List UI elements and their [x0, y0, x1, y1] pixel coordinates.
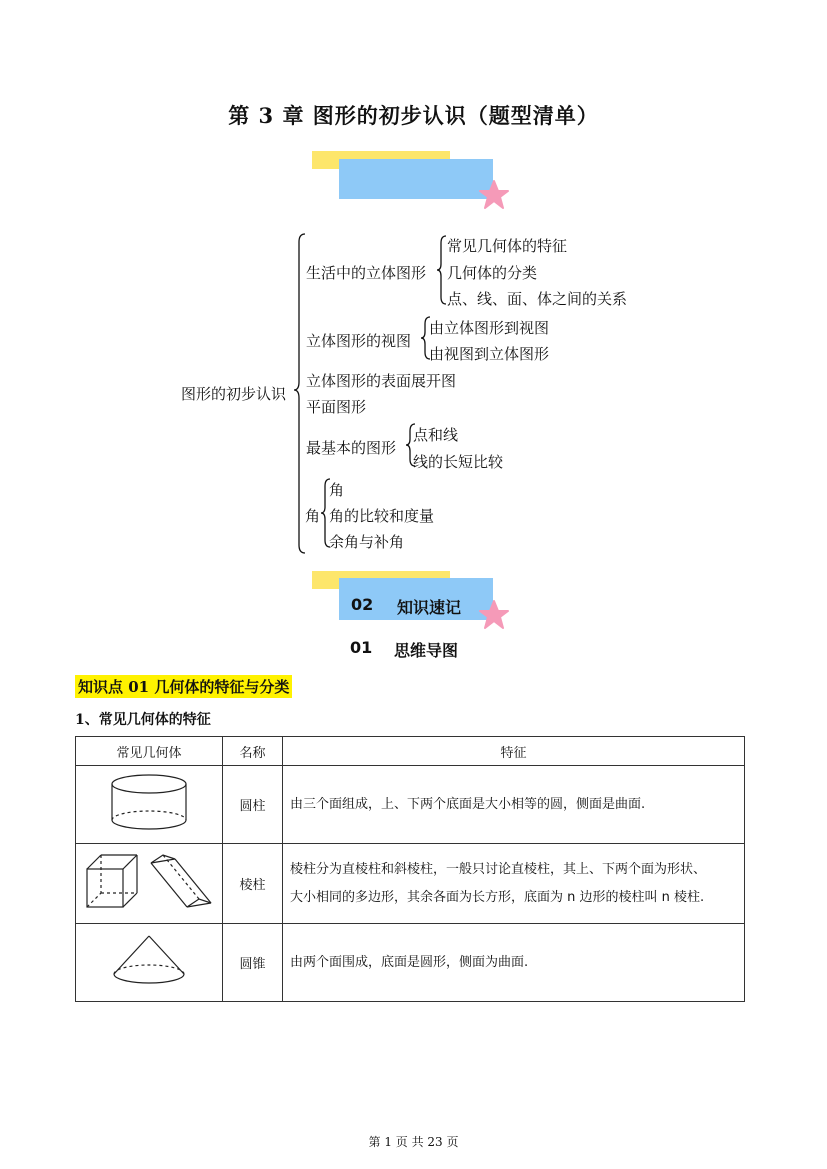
- star-icon: [479, 600, 509, 630]
- branch-label: 角: [305, 507, 321, 525]
- mind-map-root: 图形的初步认识: [181, 385, 287, 403]
- page-footer: 第 1 页 共 23 页: [368, 1135, 459, 1149]
- table-header: 常见几何体: [76, 737, 223, 766]
- branch-child: 线的长短比较: [413, 453, 504, 471]
- branch-child: 常见几何体的特征: [447, 237, 568, 255]
- branch-child: 角: [329, 481, 345, 499]
- page-title: 第 3 章 图形的初步认识（题型清单）: [228, 103, 599, 128]
- features-table: [75, 736, 745, 1002]
- table-row: [76, 924, 745, 1002]
- description-line: 由三个面组成，上、下两个底面是大小相等的圆，侧面是曲面.: [290, 796, 646, 812]
- branch-child: 由视图到立体图形: [429, 345, 550, 363]
- description-line: 由两个面围成，底面是圆形，侧面为曲面.: [290, 954, 529, 970]
- subsection-title: 思维导图: [394, 641, 459, 660]
- shape-cell: [76, 844, 223, 924]
- shape-name: 棱柱: [223, 844, 283, 924]
- shape-name: 圆柱: [223, 766, 283, 844]
- description-line: 大小相同的多边形，其余各面为长方形，底面为 n 边形的棱柱叫 n 棱柱.: [290, 889, 705, 905]
- subsection-number: 01: [350, 638, 373, 657]
- table-row: [76, 844, 745, 924]
- branch-child: 几何体的分类: [447, 264, 538, 282]
- table-header-row: [76, 737, 745, 766]
- shape-description: [283, 844, 745, 924]
- section-banner: [339, 578, 493, 620]
- table-header: 名称: [223, 737, 283, 766]
- shape-cell: [76, 924, 223, 1002]
- description-line: 棱柱分为直棱柱和斜棱柱，一般只讨论直棱柱，其上、下两个面为形状、: [290, 861, 707, 877]
- branch-label: 平面图形: [306, 398, 367, 416]
- branch-child: 点和线: [413, 426, 459, 444]
- shape-description: [283, 766, 745, 844]
- subheading: 1、常见几何体的特征: [75, 712, 211, 728]
- branch-label: 最基本的图形: [306, 439, 397, 457]
- branch-child: 点、线、面、体之间的关系: [447, 290, 628, 308]
- section-number: 02: [351, 595, 374, 614]
- shape-cell: [76, 766, 223, 844]
- branch-label: 立体图形的视图: [306, 332, 412, 350]
- knowledge-point-heading: 知识点 01 几何体的特征与分类: [75, 675, 292, 698]
- branch-label: 生活中的立体图形: [306, 264, 427, 282]
- cylinder-icon: [104, 770, 194, 836]
- prism-icon: [79, 849, 219, 915]
- shape-name: 圆锥: [223, 924, 283, 1002]
- section-label: 知识速记: [397, 598, 462, 617]
- branch-label: 立体图形的表面展开图: [306, 372, 457, 390]
- branch-child: 余角与补角: [329, 533, 405, 551]
- branch-child: 由立体图形到视图: [429, 319, 550, 337]
- table-header: 特征: [283, 737, 745, 766]
- cone-icon: [104, 928, 194, 994]
- branch-child: 角的比较和度量: [329, 507, 435, 525]
- shape-description: [283, 924, 745, 1002]
- table-row: [76, 766, 745, 844]
